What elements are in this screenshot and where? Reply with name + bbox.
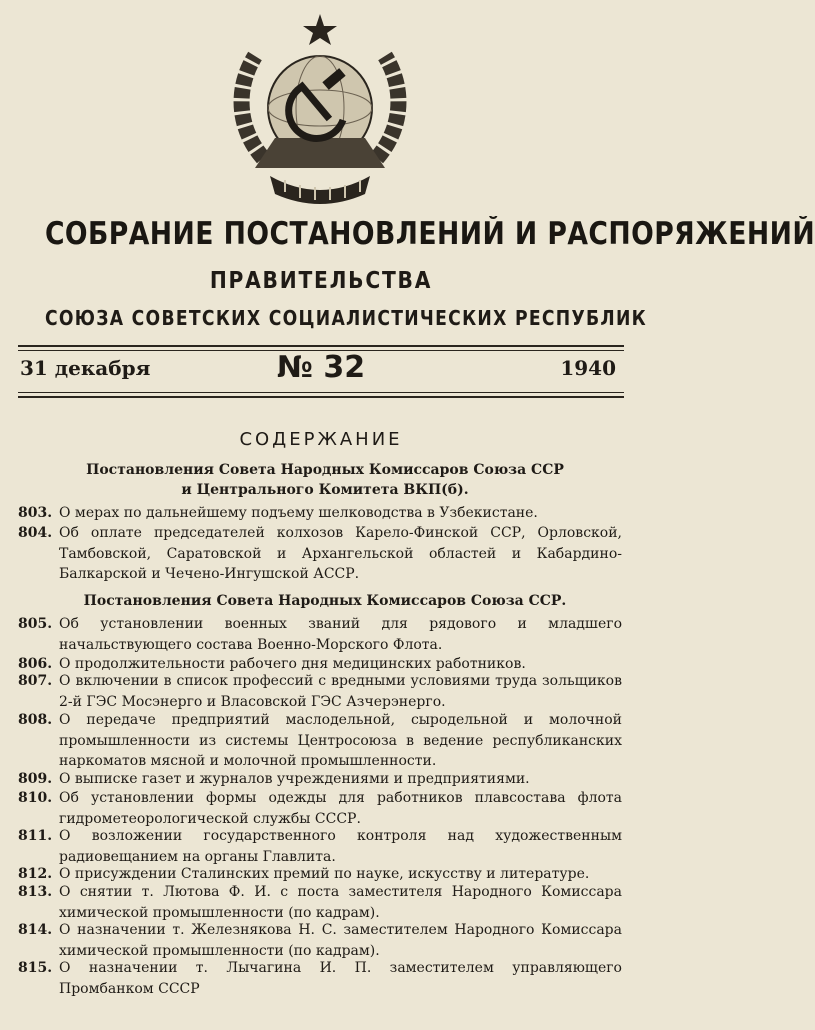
contents-entry <box>18 523 622 585</box>
entry-number: 814. <box>18 922 53 938</box>
entry-number: 808. <box>18 712 53 728</box>
entry-number: 806. <box>18 656 53 672</box>
ussr-state-emblem-icon <box>215 8 425 208</box>
contents-entry <box>18 882 622 923</box>
entry-title: О передаче предприятий маслодельной, сыродельной и молочной промышленности из системы Центросоюза в ведение республиканских наркоматов мясной и молочной промышленности. <box>59 712 622 769</box>
entry-number: 803. <box>18 505 53 521</box>
contents-entry <box>18 826 622 867</box>
divider <box>18 392 624 393</box>
entry-title: Об установлении формы одежды для работников плавсостава флота гидрометеорологической службы СССР. <box>59 790 622 827</box>
contents-entry <box>18 958 622 999</box>
entry-title: О выписке газет и журналов учреждениями и предприятиями. <box>59 771 530 787</box>
issue-number: № 32 <box>276 350 366 385</box>
entry-number: 805. <box>18 616 53 632</box>
contents-entry <box>18 614 622 655</box>
entry-number: 807. <box>18 673 53 689</box>
section-heading-line: Постановления Совета Народных Комиссаров Союза ССР <box>86 462 564 478</box>
divider <box>18 345 624 347</box>
entry-title: О возложении государственного контроля над художественным радиовещанием на органы Главлита. <box>59 828 622 865</box>
publication-title: СОБРАНИЕ ПОСТАНОВЛЕНИЙ И РАСПОРЯЖЕНИЙ <box>44 216 815 252</box>
publication-subtitle-country: СОЮЗА СОВЕТСКИХ СОЦИАЛИСТИЧЕСКИХ РЕСПУБЛИК <box>44 306 648 330</box>
entry-title: О мерах по дальнейшему подъему шелководства в Узбекистане. <box>59 505 538 521</box>
entry-title: О продолжительности рабочего дня медицинских работников. <box>59 656 526 672</box>
entry-title: О снятии т. Лютова Ф. И. с поста заместителя Народного Комиссара химической промышленности (по кадрам). <box>59 884 622 921</box>
section-heading-line: Постановления Совета Народных Комиссаров Союза ССР. <box>83 593 567 609</box>
entry-title: Об установлении военных званий для рядового и младшего начальствующего состава Военно-Морского Флота. <box>59 616 622 653</box>
contents-entry <box>18 710 622 772</box>
issue-date: 31 декабря <box>20 356 151 380</box>
contents-entry <box>18 503 622 524</box>
contents-entry <box>18 920 622 961</box>
entry-number: 810. <box>18 790 53 806</box>
entry-title: О назначении т. Железнякова Н. С. заместителем Народного Комиссара химической промышленности (по кадрам). <box>59 922 622 959</box>
issue-year: 1940 <box>560 356 616 380</box>
entry-number: 804. <box>18 525 53 541</box>
contents-entry <box>18 769 622 790</box>
entry-title: Об оплате председателей колхозов Карело-Финской ССР, Орловской, Тамбовской, Саратовской и Архангельской областей и Кабардино-Балкарской и Чечено-Ингушской АССР. <box>59 525 622 582</box>
entry-number: 815. <box>18 960 53 976</box>
entry-title: О включении в список профессий с вредными условиями труда зольщиков 2-й ГЭС Мосэнерго и Власовской ГЭС Азчерэнерго. <box>59 673 622 710</box>
section-heading <box>60 591 590 611</box>
entry-number: 809. <box>18 771 53 787</box>
contents-entry <box>18 788 622 829</box>
section-heading <box>60 460 590 500</box>
section-heading-line: и Центрального Комитета ВКП(б). <box>181 482 469 498</box>
entry-title: О присуждении Сталинских премий по науке, искусству и литературе. <box>59 866 590 882</box>
contents-title: СОДЕРЖАНИЕ <box>239 429 403 450</box>
entry-number: 813. <box>18 884 53 900</box>
publication-subtitle: ПРАВИТЕЛЬСТВА <box>209 268 433 294</box>
contents-entry <box>18 671 622 712</box>
divider <box>18 396 624 398</box>
entry-number: 811. <box>18 828 53 844</box>
entry-title: О назначении т. Лычагина И. П. заместителем управляющего Промбанком СССР <box>59 960 622 997</box>
entry-number: 812. <box>18 866 53 882</box>
